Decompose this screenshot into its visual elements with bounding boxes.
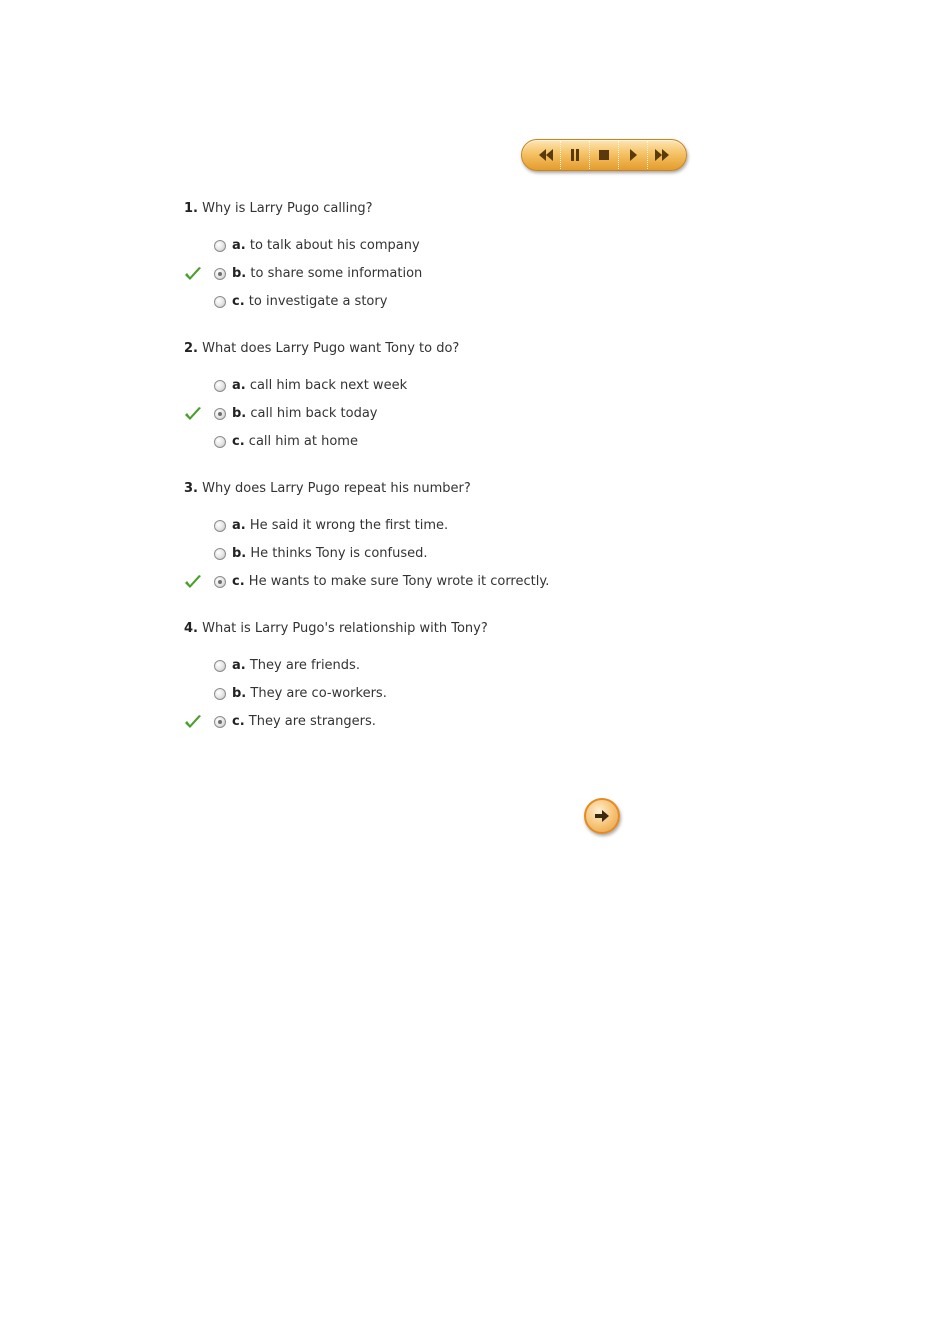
question-1 <box>184 200 744 316</box>
arrow-right-icon <box>593 809 611 823</box>
option-letter: a. <box>232 378 246 393</box>
fast-forward-button[interactable] <box>647 141 676 169</box>
option-text: to talk about his company <box>249 238 420 253</box>
question-prompt: What is Larry Pugo's relationship with Tony? <box>202 621 488 636</box>
radio-button[interactable] <box>214 380 226 392</box>
question-prompt: Why is Larry Pugo calling? <box>202 201 373 216</box>
answer-option[interactable] <box>184 288 744 316</box>
fast-forward-icon <box>653 148 671 162</box>
question-text <box>184 340 744 358</box>
option-text: He wants to make sure Tony wrote it correctly. <box>248 574 550 589</box>
next-button[interactable] <box>584 798 620 834</box>
radio-button[interactable] <box>214 240 226 252</box>
option-label <box>232 433 358 451</box>
question-prompt: Why does Larry Pugo repeat his number? <box>202 481 471 496</box>
checkmark-icon <box>184 574 202 590</box>
option-text: call him at home <box>248 434 358 449</box>
option-letter: b. <box>232 406 247 421</box>
option-label <box>232 293 387 311</box>
answer-option[interactable] <box>184 372 744 400</box>
option-label <box>232 405 378 423</box>
radio-button[interactable] <box>214 436 226 448</box>
answer-option[interactable] <box>184 568 744 596</box>
play-button[interactable] <box>618 141 647 169</box>
audio-player <box>521 139 687 171</box>
option-letter: a. <box>232 658 246 673</box>
question-text <box>184 620 744 638</box>
answer-option[interactable] <box>184 652 744 680</box>
option-text: call him back next week <box>249 378 408 393</box>
option-label <box>232 545 428 563</box>
option-text: He thinks Tony is confused. <box>250 546 428 561</box>
answer-option[interactable] <box>184 260 744 288</box>
option-letter: a. <box>232 518 246 533</box>
answer-option[interactable] <box>184 680 744 708</box>
radio-button[interactable] <box>214 688 226 700</box>
option-label <box>232 265 422 283</box>
answer-option[interactable] <box>184 232 744 260</box>
question-prompt: What does Larry Pugo want Tony to do? <box>202 341 460 356</box>
radio-button[interactable] <box>214 576 226 588</box>
pause-icon <box>569 148 581 162</box>
radio-button[interactable] <box>214 268 226 280</box>
answer-option[interactable] <box>184 512 744 540</box>
checkmark-icon <box>184 266 202 282</box>
option-text: He said it wrong the first time. <box>249 518 449 533</box>
checkmark-icon <box>184 714 202 730</box>
option-label <box>232 657 360 675</box>
option-letter: b. <box>232 266 247 281</box>
quiz <box>184 200 744 760</box>
stop-icon <box>598 149 610 161</box>
question-3 <box>184 480 744 596</box>
option-letter: b. <box>232 686 247 701</box>
radio-button[interactable] <box>214 296 226 308</box>
option-text: They are co-workers. <box>250 686 387 701</box>
rewind-button[interactable] <box>532 141 560 169</box>
option-label <box>232 517 448 535</box>
option-letter: c. <box>232 294 245 309</box>
radio-button[interactable] <box>214 716 226 728</box>
stop-button[interactable] <box>589 141 618 169</box>
answer-option[interactable] <box>184 708 744 736</box>
option-text: to share some information <box>250 266 423 281</box>
question-number: 1. <box>184 201 198 216</box>
question-text <box>184 480 744 498</box>
answer-option[interactable] <box>184 428 744 456</box>
checkmark-icon <box>184 406 202 422</box>
option-letter: c. <box>232 714 245 729</box>
option-letter: b. <box>232 546 247 561</box>
question-number: 4. <box>184 621 198 636</box>
option-text: They are friends. <box>249 658 360 673</box>
question-number: 2. <box>184 341 198 356</box>
option-label <box>232 377 407 395</box>
answer-option[interactable] <box>184 400 744 428</box>
radio-button[interactable] <box>214 408 226 420</box>
play-icon <box>627 148 639 162</box>
option-text: to investigate a story <box>248 294 388 309</box>
option-letter: a. <box>232 238 246 253</box>
question-text <box>184 200 744 218</box>
option-label <box>232 685 387 703</box>
option-letter: c. <box>232 574 245 589</box>
question-4 <box>184 620 744 736</box>
option-text: call him back today <box>250 406 378 421</box>
rewind-icon <box>537 148 555 162</box>
radio-button[interactable] <box>214 548 226 560</box>
option-label <box>232 237 420 255</box>
pause-button[interactable] <box>560 141 589 169</box>
option-label <box>232 573 549 591</box>
option-text: They are strangers. <box>248 714 376 729</box>
option-label <box>232 713 376 731</box>
radio-button[interactable] <box>214 520 226 532</box>
radio-button[interactable] <box>214 660 226 672</box>
question-number: 3. <box>184 481 198 496</box>
question-2 <box>184 340 744 456</box>
answer-option[interactable] <box>184 540 744 568</box>
option-letter: c. <box>232 434 245 449</box>
